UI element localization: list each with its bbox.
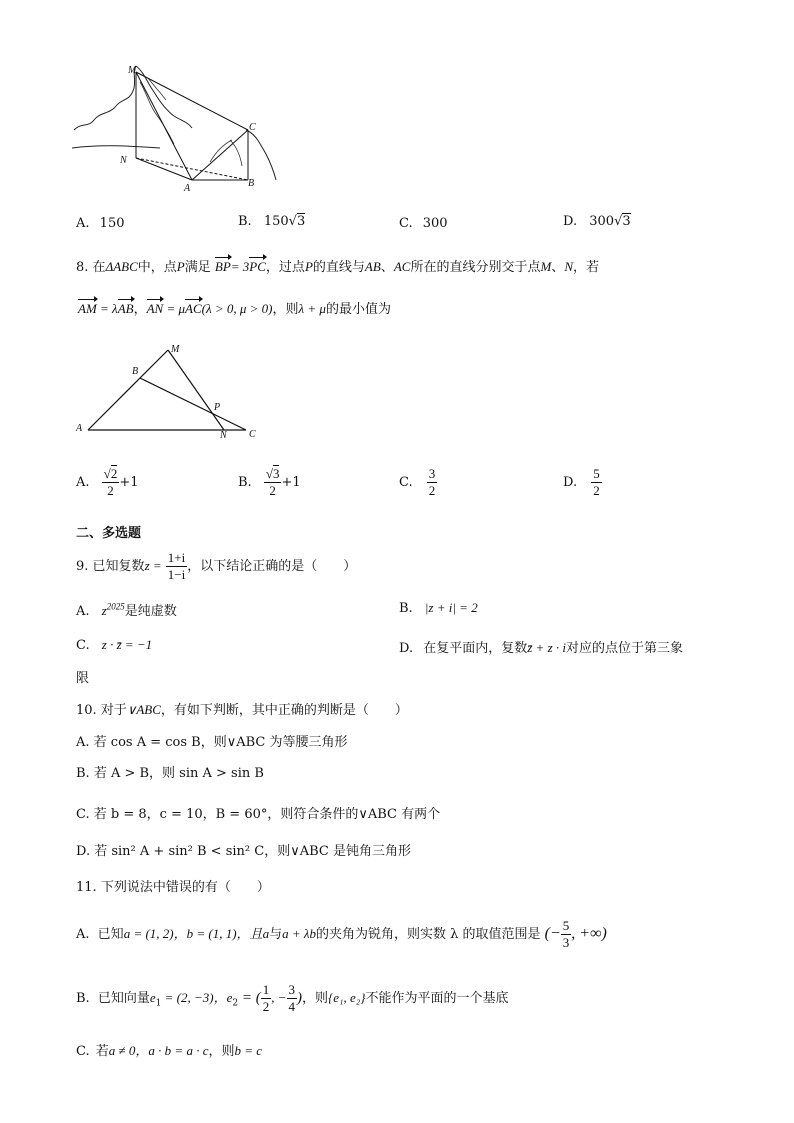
q11-option-c: C. 若a ≠ 0，a · b = a · c，则b = c — [76, 1043, 263, 1059]
q9-option-c: C. z · z̄ = −1 — [76, 637, 153, 653]
label-P: P — [214, 402, 221, 413]
q8-option-a: A. $\frac{√2}{2}$ +1 — [76, 466, 139, 498]
section-title: 二、多选题 — [76, 526, 142, 541]
label-B: B — [248, 178, 255, 189]
sqrt-symbol: √ — [288, 214, 297, 229]
label-N: N — [220, 430, 227, 441]
q10-stem: 10. 对于∨ABC，有如下判断，其中正确的判断是（ ） — [76, 702, 408, 718]
label-B: B — [132, 366, 139, 377]
label-M: M — [171, 344, 180, 355]
label-N: N — [120, 155, 127, 166]
q9-option-d-continued: 限 — [76, 671, 90, 686]
q11-option-b: B. 已知向量$e_1 = (2$, −3)，$e_2$ = ( $\frac{1}{2}$ , − $\frac{3}{4}$ )，则{e₁, e₂}不能作为平面的一个基底 — [76, 982, 509, 1014]
label-C: C — [249, 122, 256, 133]
q10-option-c: C. 若 b = 8，c = 10，B = 60°，则符合条件的∨ABC 有两个 — [76, 807, 441, 822]
q9-option-b: B. |z + i| = 2 — [399, 600, 478, 616]
q11-option-a: A. 已知a = (1, 2)，b = (1, 1)，且a与a + λb的夹角为锐角，则实数 λ 的取值范围是 (− $\frac{5}{3}$ , +∞) — [76, 918, 607, 950]
q7-option-b: B. 150√3 — [238, 214, 306, 229]
label-A: A — [76, 423, 83, 434]
q10-option-d: D. 若 sin² A + sin² B < sin² C，则∨ABC 是钝角三角形 — [76, 844, 411, 859]
q10-option-b: B. 若 A > B，则 sin A > sin B — [76, 766, 264, 781]
q9-stem: 9. 已知复数z = $\frac{1+i}{1-i}$ ，以下结论正确的是（ ） — [76, 550, 357, 582]
q8-option-b: B. $\frac{√3}{2}$ +1 — [238, 466, 301, 498]
q8-option-d: D. $\frac{5}{2}$ — [563, 466, 600, 498]
q8-stem-line2: AM = λAB，AN = μAC(λ > 0, μ > 0)，则λ + μ的最小值为 — [78, 301, 391, 317]
label-C: C — [249, 429, 256, 440]
q9-option-d: D. 在复平面内，复数z̄ + z · i对应的点位于第三象 — [399, 640, 684, 656]
q7-option-d: D. 300√3 — [563, 214, 631, 229]
q10-option-a: A. 若 cos A = cos B，则∨ABC 为等腰三角形 — [76, 735, 348, 750]
label-M: M — [128, 65, 137, 76]
q11-stem: 11. 下列说法中错误的有（ ） — [76, 880, 270, 895]
q8-stem-line1: 8. 在ΔABC中，点P满足 BP= 3PC，过点P的直线与AB、AC所在的直线分别交于点M、N，若 — [76, 259, 599, 275]
triangle-figure — [74, 340, 264, 444]
q8-option-c: C. $\frac{3}{2}$ — [399, 466, 436, 498]
mountain-figure — [70, 62, 285, 197]
label-A: A — [184, 183, 191, 194]
q7-option-c: C. 300 — [399, 216, 448, 231]
q7-option-a: A. 150 — [76, 216, 125, 231]
sqrt-symbol: √ — [614, 214, 623, 229]
q9-option-a: A. $z^{2025}$是纯虚数 — [76, 601, 177, 619]
